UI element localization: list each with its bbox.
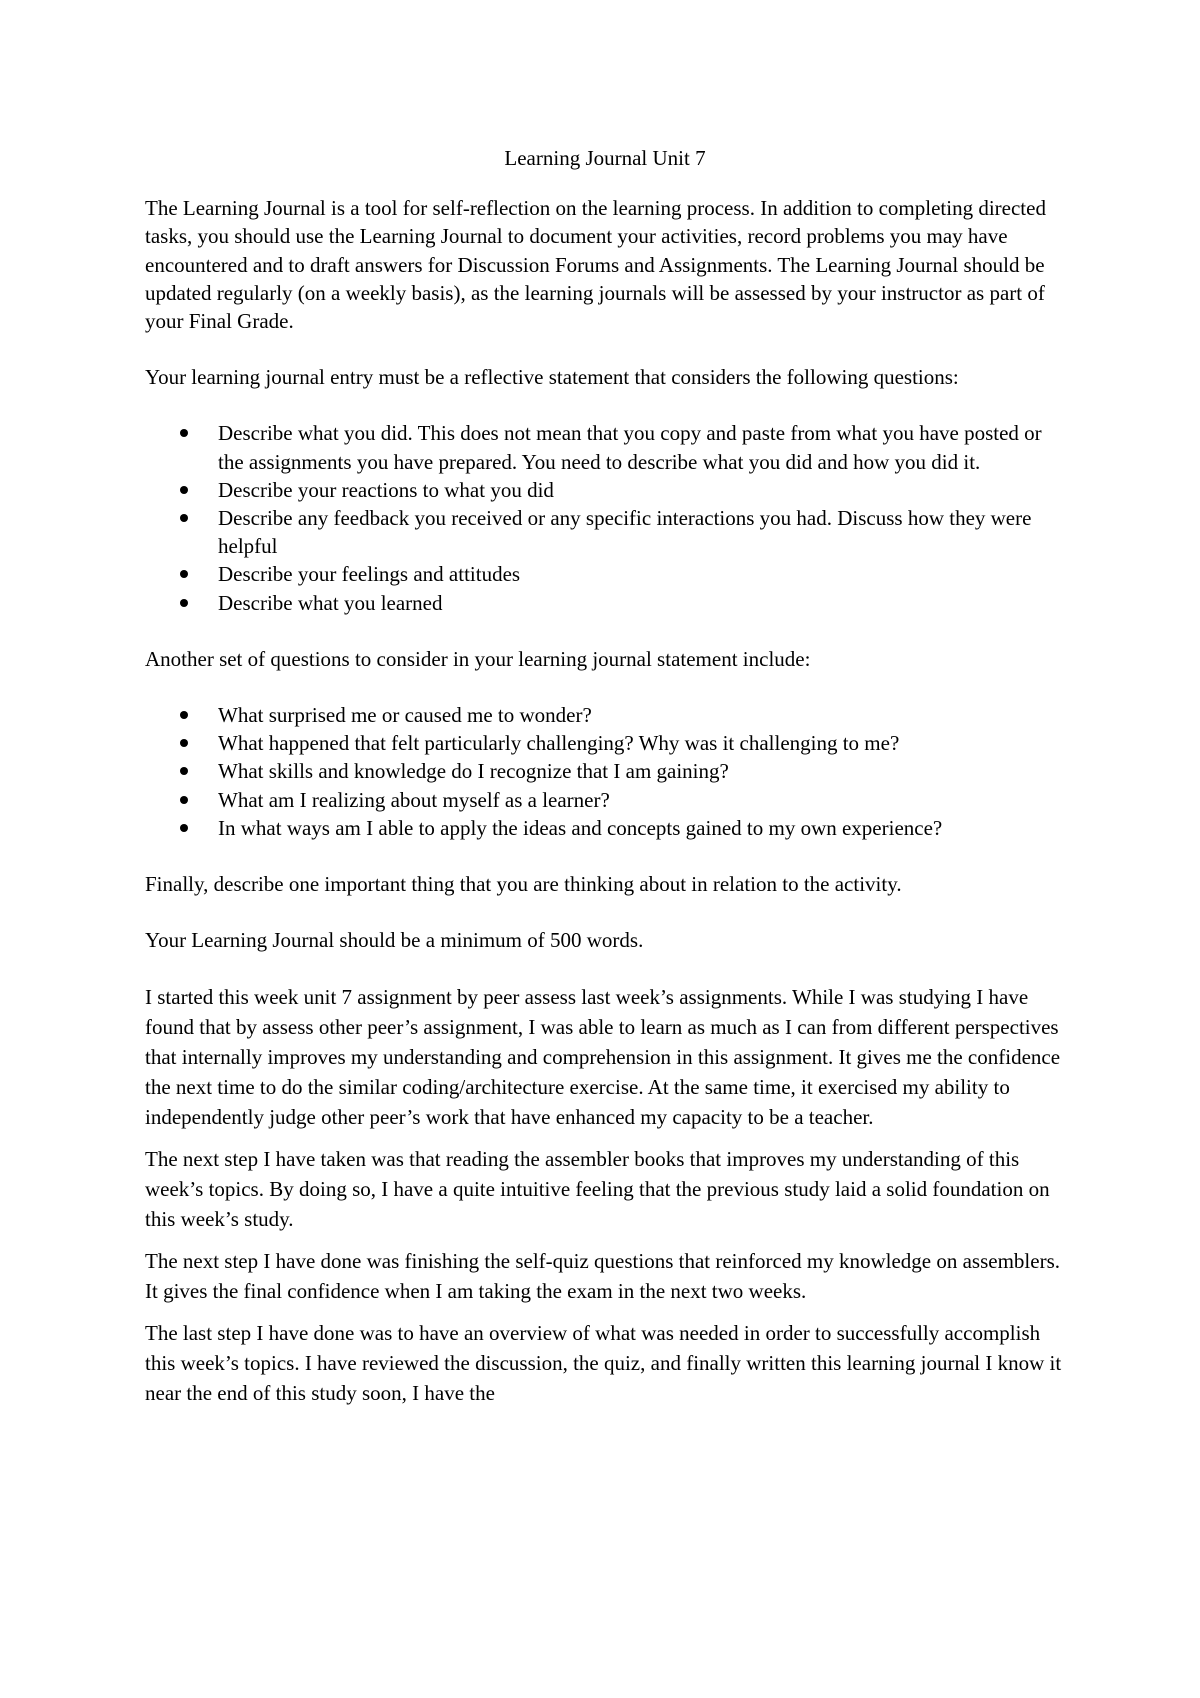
list-item [218,504,1065,560]
intro-paragraph: The Learning Journal is a tool for self-reflection on the learning process. In addition to completing directed tasks, you should use the Learning Journal to document your activities, record problems you may have encountered and to draft answers for Discussion Forums and Assignments. The Learning Journal should be updated regularly (on a weekly basis), as the learning journals will be assessed by your instructor as part of your Final Grade. [145,196,1046,334]
bullet-icon [180,796,188,804]
document-content [145,144,1065,1420]
list-item-text: Describe what you did. This does not mean that you copy and paste from what you have posted or the assignments you have prepared. You need to describe what you did and how you did it. [218,421,1042,474]
list-item-text: What surprised me or caused me to wonder? [218,703,592,728]
list-item [218,419,1065,475]
list-item [218,729,1065,757]
bullet-icon [180,599,188,607]
list-item [218,476,1065,504]
bullet-icon [180,570,188,578]
list-item [218,786,1065,814]
bullet-icon [180,514,188,522]
list-item [218,589,1065,617]
journal-entry-paragraph-3: The next step I have done was finishing the self-quiz questions that reinforced my knowledge on assemblers. It gives the final confidence when I am taking the exam in the next two weeks. [145,1249,1061,1304]
bullet-icon [180,824,188,832]
prompt-paragraph-2: Another set of questions to consider in your learning journal statement include: [145,646,811,671]
list-item-text: Describe any feedback you received or any specific interactions you had. Discuss how they were helpful [218,506,1032,559]
list-item-text: Describe your reactions to what you did [218,477,554,502]
journal-entry-paragraph-1: I started this week unit 7 assignment by peer assess last week’s assignments. While I was studying I have found that by assess other peer’s assignment, I was able to learn as much as I can from different perspectives that internally improves my understanding and comprehension in this assignment. It gives me the confidence the next time to do the similar coding/architecture exercise. At the same time, it exercised my ability to independently judge other peer’s work that have enhanced my capacity to be a teacher. [145,985,1061,1130]
list-item-text: Describe what you learned [218,590,443,615]
page-title: Learning Journal Unit 7 [504,146,706,170]
bullet-icon [180,711,188,719]
additional-questions-list [145,701,1065,842]
minimum-words-paragraph: Your Learning Journal should be a minimum of 500 words. [145,928,644,953]
journal-entry-paragraph-2: The next step I have taken was that reading the assembler books that improves my understanding of this week’s topics. By doing so, I have a quite intuitive feeling that the previous study laid a solid foundation on this week’s study. [145,1147,1050,1232]
list-item-text: What am I realizing about myself as a learner? [218,787,610,812]
bullet-icon [180,739,188,747]
reflection-questions-list [145,419,1065,616]
list-item-text: Describe your feelings and attitudes [218,562,521,587]
bullet-icon [180,767,188,775]
journal-entry-paragraph-4: The last step I have done was to have an overview of what was needed in order to successfully accomplish this week’s topics. I have reviewed the discussion, the quiz, and finally written this learning journal I know it near the end of this study soon, I have the [145,1321,1062,1406]
list-item-text: In what ways am I able to apply the ideas and concepts gained to my own experience? [218,815,943,840]
bullet-icon [180,429,188,437]
list-item-text: What happened that felt particularly challenging? Why was it challenging to me? [218,731,900,756]
list-item [218,560,1065,588]
list-item-text: What skills and knowledge do I recognize that I am gaining? [218,759,729,784]
finally-paragraph: Finally, describe one important thing that you are thinking about in relation to the activity. [145,872,902,897]
bullet-icon [180,486,188,494]
prompt-paragraph-1: Your learning journal entry must be a reflective statement that considers the following questions: [145,365,959,390]
list-item [218,814,1065,842]
list-item [218,701,1065,729]
list-item [218,757,1065,785]
